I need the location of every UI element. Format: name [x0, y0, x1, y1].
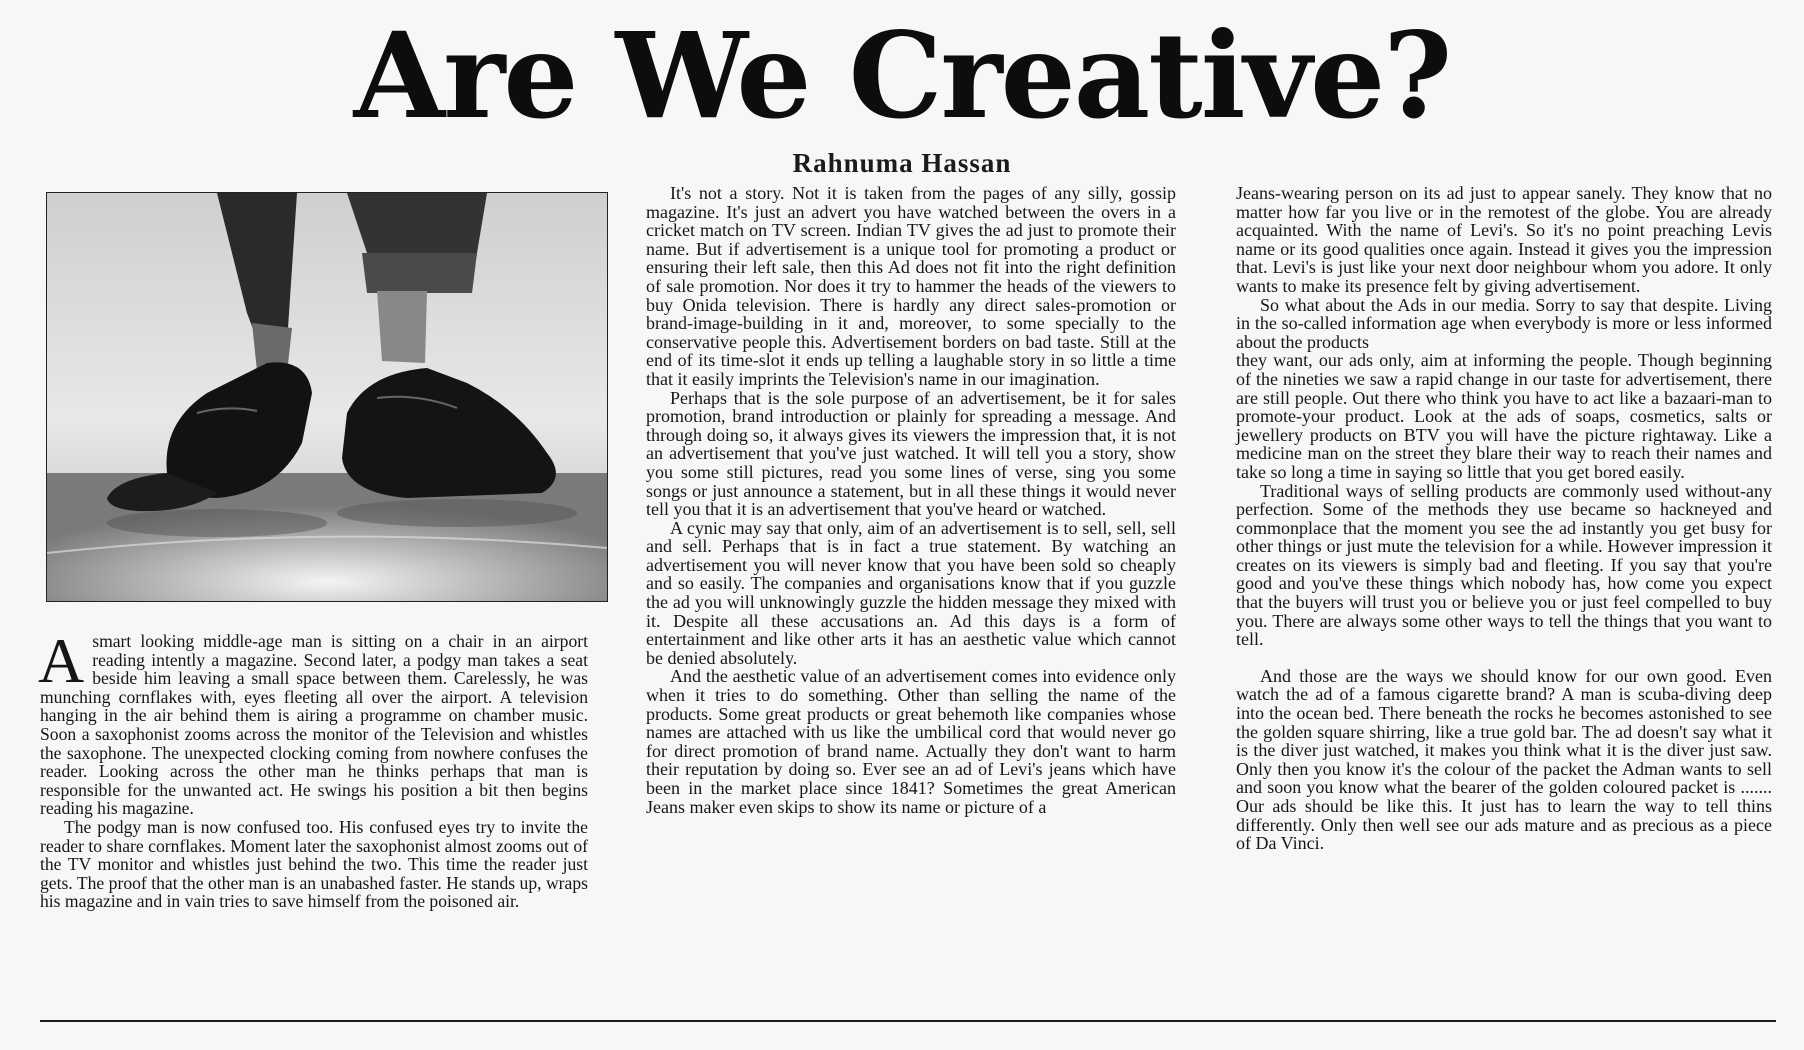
col1-paragraph-1-text: smart looking middle-age man is sitting on a chair in an airport reading intently a magazine. Second later, a podgy man takes a seat beside him leaving a small space between them. Carelessly, he was munching cornflakes with, eyes fleeting all over the airport. A television hanging in the air behind them is airing a programme on chamber music. Soon a saxophonist zooms across the monitor of the Television and whistles the saxophone. The unexpected clocking coming from nowhere confuses the reader. Looking across the other man he thinks perhaps that man is responsible for the unwanted act. He swings his position a bit then begins reading his magazine.	[40, 631, 588, 819]
col2-paragraph-3: A cynic may say that only, aim of an advertisement is to sell, sell, sell and sell. Perhaps that is in fact a true statement. By watching an advertisement you will never know that you have been sold so cheaply and so easily. The companies and organisations know that if you guzzle the ad you will unknowingly guzzle the hidden message they mixed with it. Despite all these accusations an. Ad this days is a form of entertainment and like other arts it has an aesthetic value which cannot be denied absolutely.	[646, 517, 1176, 668]
col3-paragraph-3: they want, our ads only, aim at informing the people. Though beginning of the nineties we saw a rapid change in our taste for advertisement, there are still people. Out there who think you have to act like a bazaari-man to promote-your product. Look at the ads of soaps, cosmetics, salts or jewellery products on BTV you will have the picture rightaway. Like a medicine man on the street they blare their way to reach their names and take so long a time in saying so little that you get bored easily.	[1236, 350, 1772, 482]
column-2	[646, 184, 1176, 816]
col2-paragraph-4: And the aesthetic value of an advertisement comes into evidence only when it tries to do something. Other than selling the name of the products. Some great products or great behemoth like companies whose names are attached with us like the umbilical cord that would never go for direct promotion of brand name. Actually they don't want to harm their reputation by doing so. Ever see an ad of Levi's jeans which have been in the market place since 1841? Sometimes the great American Jeans maker even skips to show its name or picture of a	[646, 666, 1176, 817]
col3-paragraph-1: Jeans-wearing person on its ad just to appear sanely. They know that no matter how far you live or in the remotest of the globe. You are already acquainted. With the name of Levi's. So it's no point preaching Levis name or its good qualities once again. Instead it gives you the impression that. Levi's is just like your next door neighbour whom you adore. It only wants to make its presence felt by giving advertisement.	[1236, 183, 1772, 296]
bottom-rule	[40, 1020, 1776, 1022]
col3-paragraph-2: So what about the Ads in our media. Sorry to say that despite. Living in the so-called information age when everybody is more or less informed about the products	[1236, 294, 1772, 352]
article-photo	[46, 192, 608, 602]
col3-paragraph-5: And those are the ways we should know for our own good. Even watch the ad of a famous cigarette brand? A man is scuba-diving deep into the ocean bed. There beneath the rocks he becomes astonished to see the golden square shirring, like a true gold bar. The ad doesn't say what it is the diver just watched, it makes you think what it is the diver just saw. Only then you know it's the colour of the packet the Adman wants to sell and soon you know what the bearer of the golden coloured packet is ....... Our ads should be like this. It just has to learn the way to tell thins differently. Only then well see our ads mature and as precious as a piece of Da Vinci.	[1236, 665, 1772, 854]
col2-paragraph-1: It's not a story. Not it is taken from the pages of any silly, gossip magazine. It's just an advert you have watched between the overs in a cricket match on TV screen. Indian TV gives the ad just to promote their name. But if advertisement is a unique tool for promoting a product or ensuring their left sale, then this Ad does not fit into the right definition of sale promotion. Nor does it try to hammer the heads of the viewers to buy Onida television. There is hardly any direct sales-promotion or brand-image-building in it and, moreover, to some specially to the conservative people this. Advertisement borders on bad taste. Still at the end of its time-slot it ends up telling a laughable story in so little a time that it easily imprints the Television's name in our imagination.	[646, 183, 1176, 389]
photo-shoes-icon	[47, 193, 607, 601]
headline: Are We Creative?	[353, 6, 1451, 145]
drop-cap: A	[38, 625, 85, 696]
column-3	[1236, 184, 1772, 853]
col1-paragraph-1	[38, 625, 588, 819]
col2-paragraph-2: Perhaps that is the sole purpose of an advertisement, be it for sales promotion, brand introduction or plainly for spreading a message. And through doing so, it always gives its viewers the impression that, it is not an advertisement that you've just watched. It will tell you a story, show you some still pictures, read you some lines of verse, sing you some songs or just announce a statement, but in all these things it would never tell you that it is an advertisement that you've heard or watched.	[646, 387, 1176, 520]
col1-paragraph-2: The podgy man is now confused too. His confused eyes try to invite the reader to share cornflakes. Moment later the saxophonist almost zooms out of the TV monitor and whistles just behind the two. This time the reader just gets. The proof that the other man is an unabashed faster. He stands up, wraps his magazine and in vain tries to save himself from the poisoned air.	[40, 816, 588, 912]
col3-paragraph-4: Traditional ways of selling products are commonly used without-any perfection. Some of the methods they use became so hackneyed and commonplace that the moment you see the ad instantly you get busy for other things or just mute the television for a while. However impression it creates on its viewers is simply bad and fleeting. If you say that you're good and you've these things which nobody has, how come you expect that the buyers will trust you or believe you or just feel compelled to buy you. There are always some other ways to tell the things that you want to tell.	[1236, 480, 1772, 650]
byline: Rahnuma Hassan	[792, 148, 1012, 178]
column-1	[38, 625, 588, 912]
